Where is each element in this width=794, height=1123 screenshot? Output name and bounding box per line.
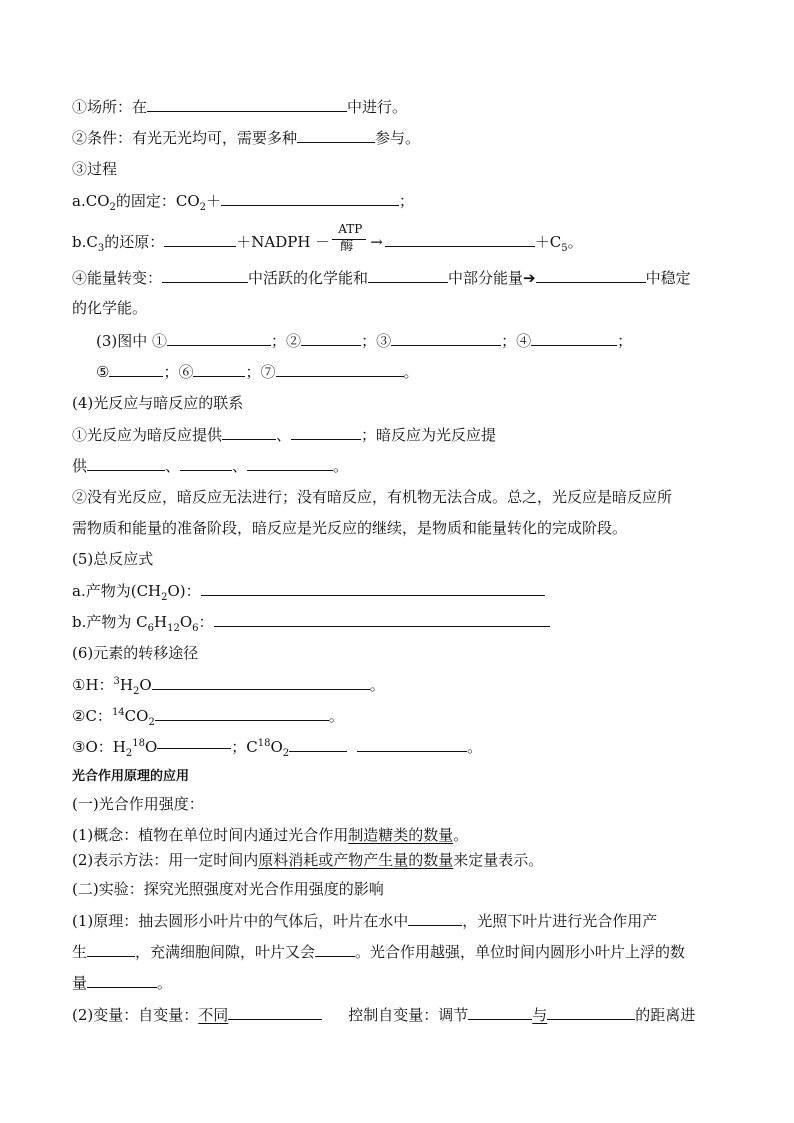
blank[interactable] bbox=[109, 361, 163, 377]
blank[interactable] bbox=[391, 330, 501, 346]
blank[interactable] bbox=[301, 330, 361, 346]
blank[interactable] bbox=[315, 941, 355, 957]
line-principle-3: 量 。 bbox=[72, 974, 173, 992]
section-heading: (5)总反应式 bbox=[72, 550, 154, 568]
line-paragraph-2: 需物质和能量的准备阶段，暗反应是光反应的继续，是物质和能量转化的完成阶段。 bbox=[72, 519, 628, 537]
line-variables: (2)变量：自变量：不同 控制自变量：调节 与 的距离进 bbox=[72, 1006, 696, 1024]
line-element-c: ②C：$^{14}CO_2$ 。 bbox=[72, 707, 344, 728]
section-heading: (4)光反应与暗反应的联系 bbox=[72, 394, 244, 412]
line-conditions: ②条件：有光无光均可，需要多种 参与。 bbox=[72, 129, 421, 147]
blank[interactable] bbox=[536, 267, 646, 283]
blank[interactable] bbox=[228, 1004, 322, 1020]
blank[interactable] bbox=[385, 231, 535, 247]
blank[interactable] bbox=[152, 674, 370, 690]
transfer-line bbox=[157, 748, 231, 749]
blank[interactable] bbox=[547, 1004, 635, 1020]
line-c3-reduction: $b.C_3$的还原： ＋NADPH － $\frac{\text{ATP}}{\text{酶}}$ → $+C_5$。 bbox=[72, 228, 583, 250]
arrow-icon: → bbox=[370, 233, 383, 251]
line-link-2: 供 、 、 。 bbox=[72, 457, 349, 475]
section-heading: (二)实验：探究光照强度对光合作用强度的影响 bbox=[72, 880, 384, 898]
line-method: (2)表示方法：用一定时间内原料消耗或产物产生量的数量来定量表示。 bbox=[72, 851, 544, 869]
blank[interactable] bbox=[222, 424, 276, 440]
line-energy: ④能量转变： 中活跃的化学能和 中部分能量➔ 中稳定 bbox=[72, 269, 691, 287]
blank[interactable] bbox=[87, 972, 157, 988]
blank[interactable] bbox=[468, 1004, 532, 1020]
blank[interactable] bbox=[408, 910, 462, 926]
line-principle-1: (1)原理：抽去圆形小叶片中的气体后，叶片在水中 ，光照下叶片进行光合作用产 bbox=[72, 912, 658, 930]
blank[interactable] bbox=[87, 941, 135, 957]
blank[interactable] bbox=[214, 611, 550, 627]
section-heading: (6)元素的转移途径 bbox=[72, 644, 199, 662]
blank[interactable] bbox=[193, 361, 245, 377]
line-location: ①场所：在 中进行。 bbox=[72, 98, 408, 116]
blank[interactable] bbox=[368, 267, 448, 283]
arrow-icon: ➔ bbox=[523, 269, 536, 287]
line-element-h: ①H：$^3H_2O$ 。 bbox=[72, 676, 385, 697]
blank[interactable] bbox=[167, 330, 271, 346]
line-figure-labels-1: (3)图中 ① ；② ；③ ；④ ； bbox=[96, 332, 633, 350]
blank[interactable] bbox=[357, 736, 467, 752]
blank[interactable] bbox=[247, 455, 333, 471]
section-heading: (一)光合作用强度： bbox=[72, 795, 204, 813]
line-element-o: ③O：$H_2^{18}O$ ；$C^{18}O_2$ 。 bbox=[72, 738, 483, 759]
line-link-1: ①光反应为暗反应提供 、 ；暗反应为光反应提 bbox=[72, 426, 497, 444]
subsection-title: 光合作用原理的应用 bbox=[72, 769, 190, 784]
blank[interactable] bbox=[164, 231, 236, 247]
line-equation-b: b.产物为 $C_6H_{12}O_6$： bbox=[72, 611, 550, 633]
blank[interactable] bbox=[162, 267, 248, 283]
blank[interactable] bbox=[276, 361, 404, 377]
blank[interactable] bbox=[180, 455, 232, 471]
blank[interactable] bbox=[297, 127, 375, 143]
line-equation-a: a.产物为$(CH_2O)$： bbox=[72, 580, 545, 602]
line-paragraph-1: ②没有光反应，暗反应无法进行；没有暗反应，有机物无法合成。总之，光反应是暗反应所 bbox=[72, 488, 673, 506]
line-figure-labels-2: ⑤ ；⑥ ；⑦ 。 bbox=[96, 363, 419, 381]
reaction-condition: $\frac{\text{ATP}}{\text{酶}}$ bbox=[332, 228, 366, 258]
blank[interactable] bbox=[221, 190, 399, 206]
blank[interactable] bbox=[147, 96, 347, 112]
blank[interactable] bbox=[155, 705, 329, 721]
line-principle-2: 生 ，充满细胞间隙，叶片又会 。光合作用越强，单位时间内圆形小叶片上浮的数 bbox=[72, 943, 686, 961]
blank[interactable] bbox=[87, 455, 165, 471]
blank[interactable] bbox=[291, 424, 361, 440]
blank[interactable] bbox=[531, 330, 617, 346]
line-co2-fixation: $a.CO_2$的固定：$CO_2+$ ； bbox=[72, 192, 415, 213]
blank[interactable] bbox=[201, 580, 545, 596]
line-concept: (1)概念：植物在单位时间内通过光合作用制造糖类的数量。 bbox=[72, 826, 469, 844]
blank[interactable] bbox=[289, 736, 347, 752]
line-process: ③过程 bbox=[72, 160, 118, 178]
line-energy-cont: 的化学能。 bbox=[72, 299, 148, 317]
